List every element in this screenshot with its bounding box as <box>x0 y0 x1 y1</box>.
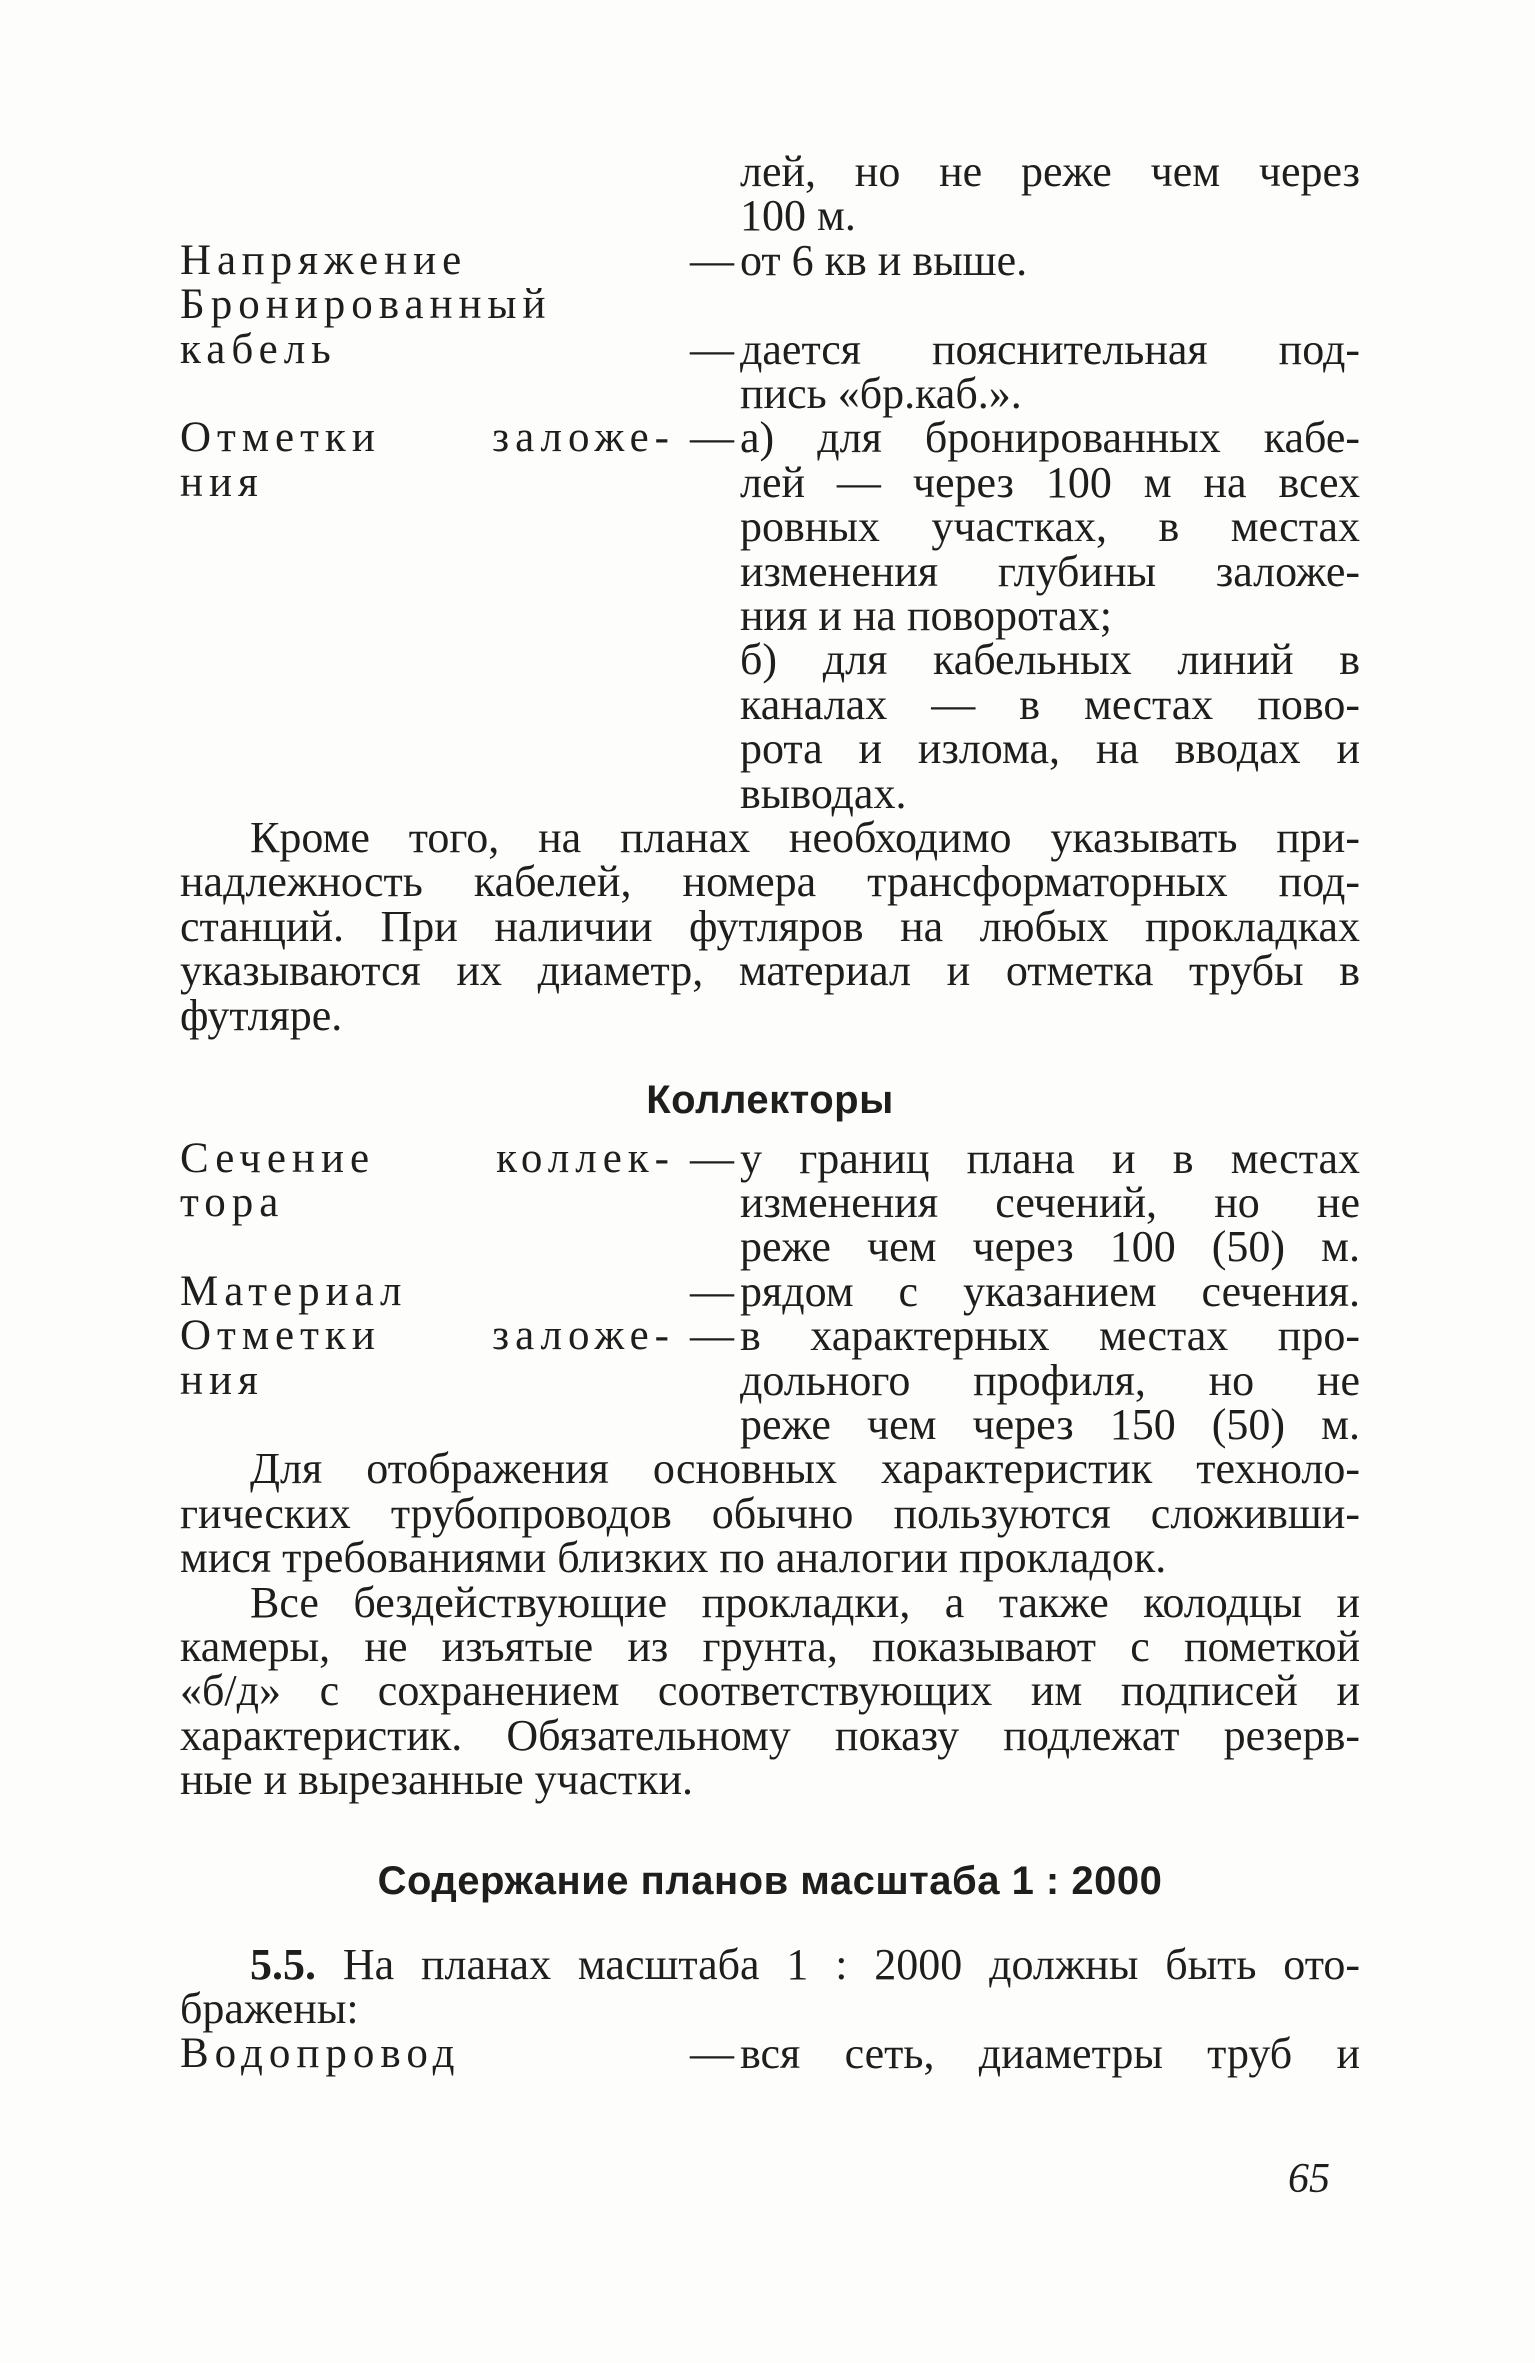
definition-line: реже чем через 100 (50) м. <box>740 1222 1360 1272</box>
paragraph-line: ные и вырезанные участки. <box>180 1755 694 1805</box>
definition-row <box>180 281 1360 419</box>
dash: — <box>690 413 734 463</box>
definition-line: б) для кабельных линий в <box>740 635 1360 685</box>
paragraph-line: Все бездействующие прокладки, а также колодцы и <box>250 1577 1360 1627</box>
definition-line: реже чем через 150 (50) м. <box>740 1399 1360 1449</box>
definition-line: каналах — в местах пово- <box>740 679 1360 729</box>
definition-row <box>180 413 1360 818</box>
section-heading: Коллекторы <box>646 1078 894 1123</box>
paragraph <box>180 813 1360 1040</box>
paragraph <box>180 1940 1360 2034</box>
definition-line: изменения сечений, но не <box>740 1177 1360 1227</box>
dash: — <box>690 235 734 285</box>
definition-line: рядом с указанием сечения. <box>740 1266 1360 1316</box>
term-line: кабель <box>180 325 337 373</box>
dash: — <box>690 1133 734 1183</box>
term-line: Материал <box>180 1267 408 1315</box>
dash: — <box>690 324 734 374</box>
definition-line: у границ плана и в местах <box>740 1133 1360 1183</box>
term-line: Отметки заложе- <box>180 1312 675 1360</box>
definition-row <box>180 1133 1360 1272</box>
paragraph-line: камеры, не изъятые из грунта, показывают с пометкой <box>180 1621 1360 1671</box>
definition-line: ния и на поворотах; <box>740 591 1112 641</box>
definition-row <box>180 1266 1360 1316</box>
definition-line: 100 м. <box>740 191 856 241</box>
definition-row <box>180 2028 1360 2078</box>
paragraph-line-text: На планах масштаба 1 : 2000 должны быть ото- <box>342 1940 1360 1990</box>
term-line: Сечение коллек- <box>180 1134 675 1182</box>
definition-line: дается пояснительная под- <box>740 324 1360 374</box>
definition-row <box>180 1311 1360 1449</box>
paragraph-line <box>180 1940 1360 1990</box>
paragraph-number: 5.5. <box>250 1940 316 1990</box>
definition-line: вся сеть, диаметры труб и <box>740 2028 1360 2078</box>
paragraph-line: гических трубопроводов обычно пользуются сложивши- <box>180 1488 1360 1538</box>
paragraph-line: мися требованиями близких по аналогии прокладок. <box>180 1533 1167 1583</box>
dash: — <box>690 1266 734 1316</box>
paragraph-line: надлежность кабелей, номера трансформаторных под- <box>180 857 1360 907</box>
paragraph-line: указываются их диаметр, материал и отметка трубы в <box>180 946 1360 996</box>
definition-row-continued <box>180 147 1360 241</box>
term-line: Отметки заложе- <box>180 414 675 462</box>
definition-line: от 6 кв и выше. <box>740 235 1028 285</box>
definition-line: в характерных местах про- <box>740 1311 1360 1361</box>
definition-line: дольного профиля, но не <box>740 1355 1360 1405</box>
term-line: тора <box>180 1178 285 1226</box>
paragraph <box>180 1577 1360 1805</box>
term-line: ния <box>180 1356 264 1404</box>
term-line: Бронированный <box>180 281 552 329</box>
dash: — <box>690 2028 734 2078</box>
definition-line: пись «бр.каб.». <box>740 369 1022 419</box>
paragraph-line: «б/д» с сохранением соответствующих им подписей и <box>180 1666 1360 1716</box>
definition-line: ровных участках, в местах <box>740 502 1360 552</box>
section-heading: Содержание планов масштаба 1 : 2000 <box>377 1858 1163 1903</box>
dash: — <box>690 1311 734 1361</box>
paragraph <box>180 1444 1360 1583</box>
definition-line: лей, но не реже чем через <box>740 147 1360 196</box>
definition-line: выводах. <box>740 768 907 818</box>
paragraph-line: Кроме того, на планах необходимо указывать при- <box>250 813 1360 863</box>
definition-line: лей — через 100 м на всех <box>740 457 1360 507</box>
term-line: Водопровод <box>180 2029 461 2077</box>
term-line: Напряжение <box>180 236 468 284</box>
paragraph-line: станций. При наличии футляров на любых прокладках <box>180 901 1360 951</box>
page-body <box>180 147 1360 2078</box>
definition-line: а) для бронированных кабе- <box>740 413 1360 463</box>
definition-line: изменения глубины заложе- <box>740 546 1360 596</box>
paragraph-line: бражены: <box>180 1984 359 2034</box>
definition-line: рота и излома, на вводах и <box>740 724 1360 774</box>
page-number: 65 <box>1288 2156 1330 2202</box>
definition-row <box>180 235 1360 285</box>
paragraph-line: Для отображения основных характеристик техноло- <box>250 1444 1360 1494</box>
term-line: ния <box>180 458 264 506</box>
paragraph-line: футляре. <box>180 990 343 1040</box>
paragraph-line: характеристик. Обязательному показу подлежат резерв- <box>180 1710 1360 1760</box>
